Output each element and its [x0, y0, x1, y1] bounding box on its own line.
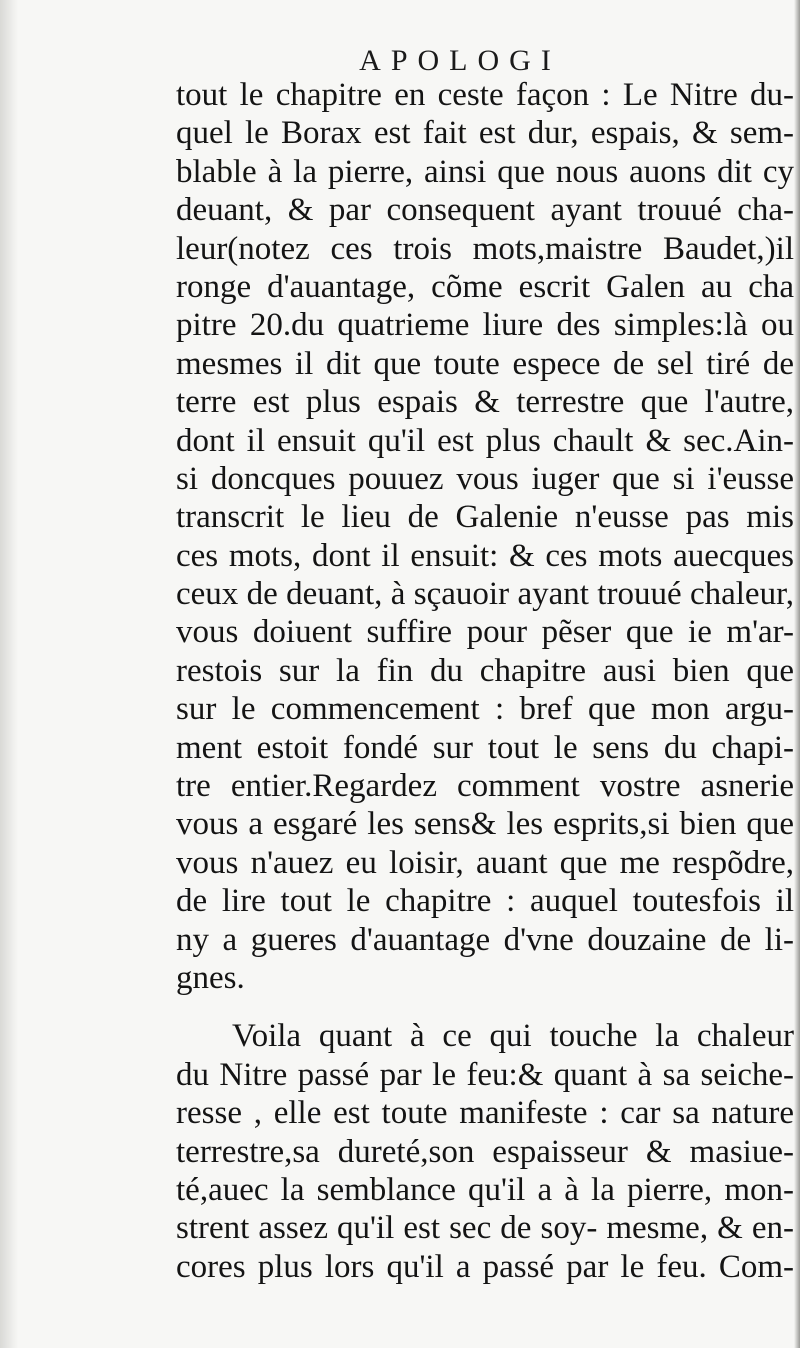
text-line: terre est plus espais & terrestre que l'autre, [176, 384, 794, 421]
text-line: vous doiuent suffire pour pẽser que ie m'ar- [176, 614, 794, 651]
text-line: strent assez qu'il est sec de soy- mesme, & en- [176, 1210, 794, 1247]
text-line: vous a esgaré les sens& les esprits,si bien que [176, 806, 794, 843]
text-line: dont il ensuit qu'il est plus chault & sec.Ain- [176, 422, 794, 459]
text-line: tre entier.Regardez comment vostre asnerie [176, 768, 794, 805]
text-line: quel le Borax est fait est dur, espais, & sem- [176, 115, 794, 152]
text-line: terrestre,sa dureté,son espaisseur & masiue- [176, 1133, 794, 1170]
running-head: APOLOGI [359, 44, 561, 77]
paragraph-gap [176, 997, 794, 1017]
text-line: cores plus lors qu'il a passé par le feu. Com- [176, 1248, 794, 1285]
text-line: de lire tout le chapitre : auquel toutesfois il [176, 883, 794, 920]
gutter-shadow [0, 0, 18, 1348]
text-line: leur(notez ces trois mots,maistre Baudet,)il [176, 230, 794, 267]
paragraph-2 [176, 1017, 794, 1286]
page-edge-shadow [794, 0, 800, 1348]
body-text [176, 76, 794, 1286]
text-line: restois sur la fin du chapitre ausi bien que [176, 652, 794, 689]
text-line: gnes. [176, 959, 245, 996]
text-line: si doncques pouuez vous iuger que si i'eusse [176, 460, 794, 497]
text-line: transcrit le lieu de Galenie n'eusse pas mis [176, 499, 794, 536]
text-line: ronge d'auantage, cõme escrit Galen au cha [176, 268, 794, 305]
text-line: tout le chapitre en ceste façon : Le Nitre du- [176, 77, 794, 113]
text-line: ment estoit fondé sur tout le sens du chapi- [176, 729, 794, 766]
text-line: mesmes il dit que toute espece de sel tiré de [176, 345, 794, 382]
text-line: blable à la pierre, ainsi que nous auons dit cy [176, 153, 794, 190]
text-line: Voila quant à ce qui touche la chaleur [232, 1018, 794, 1055]
text-line: ny a gueres d'auantage d'vne douzaine de li- [176, 921, 794, 958]
text-line: resse , elle est toute manifeste : car sa nature [176, 1095, 794, 1132]
text-line: vous n'auez eu loisir, auant que me respõdre, [176, 844, 794, 881]
text-line: sur le commencement : bref que mon argu- [176, 691, 794, 728]
text-line: té,auec la semblance qu'il a à la pierre, mon- [176, 1171, 794, 1208]
text-line: deuant, & par consequent ayant trouué cha- [176, 192, 794, 229]
text-line: pitre 20.du quatrieme liure des simples:là ou [176, 307, 794, 344]
paragraph-1 [176, 76, 794, 997]
text-line: du Nitre passé par le feu:& quant à sa seiche- [176, 1056, 794, 1093]
text-line: ces mots, dont il ensuit: & ces mots auecques [176, 537, 794, 574]
text-line: ceux de deuant, à sçauoir ayant trouué chaleur, [176, 576, 794, 613]
